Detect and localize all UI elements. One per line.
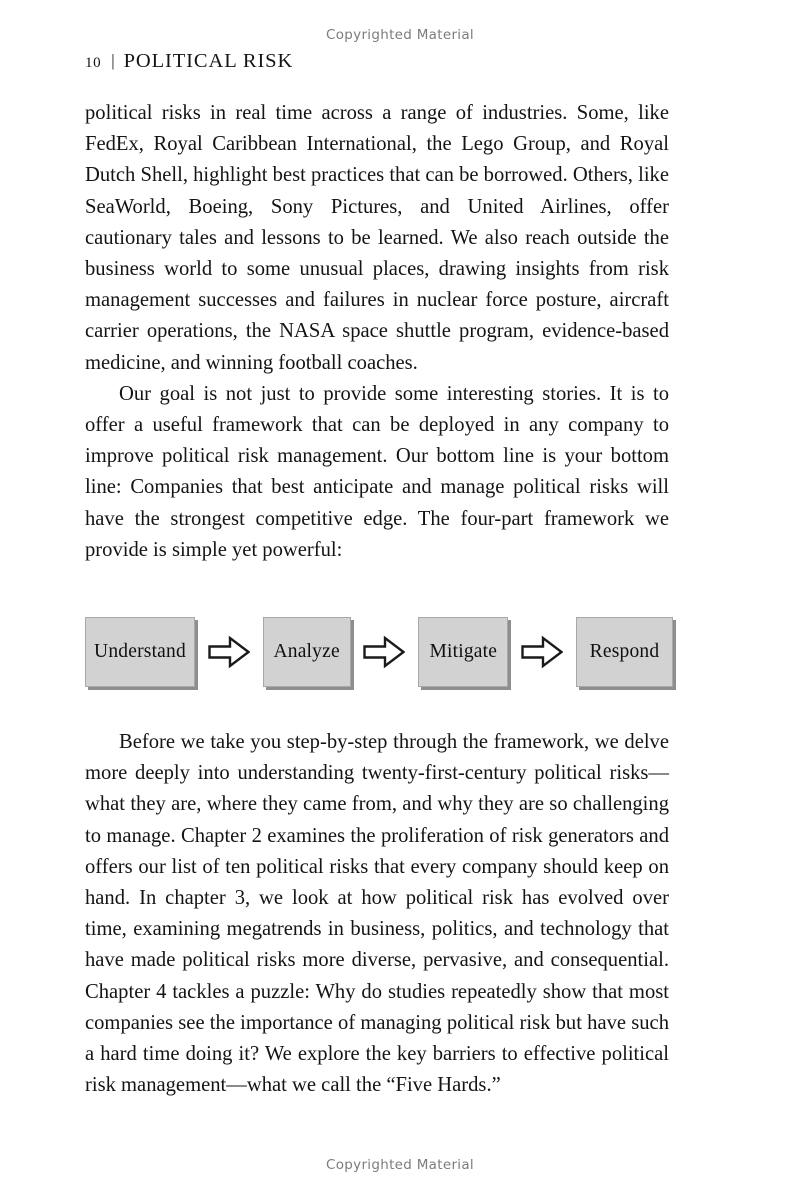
framework-step-label: Respond [589, 641, 660, 663]
running-head [85, 50, 293, 73]
framework-step-label: Analyze [273, 641, 340, 663]
paragraph-our-goal: Our goal is not just to provide some interesting stories. It is to offer a useful framework that can be deployed in any company to improve political risk management. Our bottom line is your bottom line: Companies that best anticipate and manage political risks will have the strongest competitive edge. The four-part framework we provide is simple yet powerful: [85, 382, 669, 561]
paragraph-before-we-take-you: Before we take you step-by-step through the framework, we delve more deeply into understanding twenty-first-century political risks—what they are, where they came from, and why they are so challenging to manage. Chapter 2 examines the proliferation of risk generators and offers our list of ten political risks that every company should keep on hand. In chapter 3, we look at how political risk has evolved over time, examining megatrends in business, politics, and technology that have made political risks more diverse, pervasive, and consequential. Chapter 4 tackles a puzzle: Why do studies repeatedly show that most companies see the importance of managing political risk but have such a hard time doing it? We explore the key barriers to effective political risk management—what we call the “Five Hards.” [85, 731, 669, 1097]
framework-step-label: Mitigate [429, 641, 498, 663]
framework-step-analyze [263, 617, 351, 687]
page-number: 10 [85, 55, 102, 71]
body-text-column-lower [85, 727, 669, 1101]
right-arrow-icon [363, 635, 405, 669]
right-arrow-icon [208, 635, 250, 669]
body-text-column [85, 98, 669, 566]
paragraph-continued: political risks in real time across a range of industries. Some, like FedEx, Royal Caribbean International, the Lego Group, and Royal Dutch Shell, highlight best practices that can be borrowed. Others, like SeaWorld, Boeing, Sony Pictures, and United Airlines, offer cautionary tales and lessons to be learned. We also reach outside the business world to some unusual places, drawing insights from risk management successes and failures in nuclear force posture, aircraft carrier operations, the NASA space shuttle program, evidence-based medicine, and winning football coaches. [85, 102, 669, 374]
framework-step-label: Understand [94, 641, 186, 663]
framework-step-mitigate [418, 617, 508, 687]
framework-step-understand [85, 617, 195, 687]
right-arrow-icon [521, 635, 563, 669]
copyright-watermark-top: Copyrighted Material [326, 27, 474, 43]
running-head-separator: | [111, 51, 115, 70]
framework-diagram [85, 613, 673, 691]
copyright-watermark-bottom: Copyrighted Material [326, 1157, 474, 1173]
chapter-title: POLITICAL RISK [123, 50, 294, 72]
framework-step-respond [576, 617, 673, 687]
